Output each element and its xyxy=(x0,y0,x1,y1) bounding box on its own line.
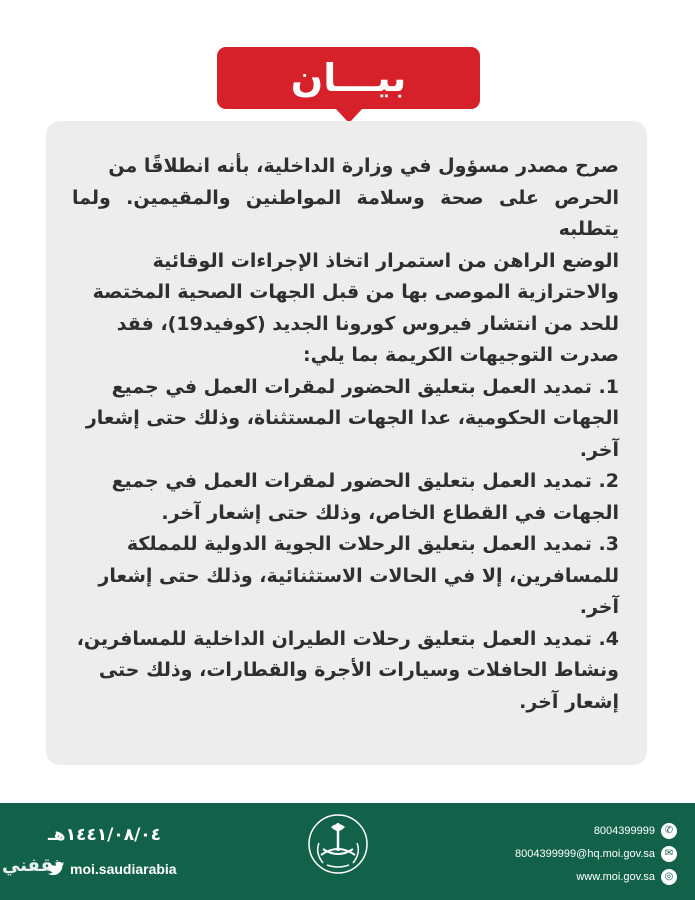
statement-line: 3. تمديد العمل بتعليق الرحلات الجوية الدولية للمملكة xyxy=(126,533,619,555)
statement-line: إشعار آخر. xyxy=(519,690,619,713)
email-contact[interactable] xyxy=(515,846,677,862)
statement-line: آخر. xyxy=(579,438,619,461)
phone-number: 8004399999 xyxy=(593,825,655,837)
statement-card xyxy=(46,121,647,765)
statement-line: الجهات في القطاع الخاص، وذلك حتى إشعار آخر. xyxy=(161,501,619,524)
phone-contact[interactable] xyxy=(594,823,677,839)
statement-line: للحد من انتشار فيروس كورونا الجديد (كوفيد19)، فقد xyxy=(116,312,619,335)
social-handle[interactable]: moi.saudiarabia xyxy=(70,861,177,877)
website-url: www.moi.gov.sa xyxy=(576,871,655,883)
ministry-emblem-icon xyxy=(307,813,369,875)
globe-icon: ◎ xyxy=(661,869,677,885)
statement-line: ونشاط الحافلات وسيارات الأجرة والقطارات، وذلك حتى xyxy=(98,659,619,681)
page-title: بيـــان xyxy=(290,56,407,100)
statement-line: والاحترازية الموصى بها من قبل الجهات الصحية المختصة xyxy=(92,281,619,303)
statement-line: 4. تمديد العمل بتعليق رحلات الطيران الداخلية للمسافرين، xyxy=(76,627,619,650)
statement-line: صدرت التوجيهات الكريمة بما يلي: xyxy=(303,344,619,366)
statement-line: صرح مصدر مسؤول في وزارة الداخلية، بأنه انطلاقًا من xyxy=(108,155,619,177)
statement-line: الحرص على صحة وسلامة المواطنين والمقيمين. ولما يتطلبه xyxy=(72,186,619,240)
mail-icon: ✉ xyxy=(661,846,677,862)
statement-body xyxy=(72,151,619,718)
statement-line: للمسافرين، إلا في الحالات الاستثنائية، وذلك حتى إشعار xyxy=(98,564,619,587)
statement-line: الجهات الحكومية، عدا الجهات المستثناة، وذلك حتى إشعار xyxy=(85,407,619,429)
phone-icon: ✆ xyxy=(661,823,677,839)
website-contact[interactable] xyxy=(576,869,677,885)
statement-title-badge xyxy=(217,47,480,109)
statement-line: آخر. xyxy=(579,596,619,618)
statement-line: الوضع الراهن من استمرار اتخاذ الإجراءات الوقائية xyxy=(152,249,619,272)
watermark: ثقفني xyxy=(2,855,61,876)
statement-line: 1. تمديد العمل بتعليق الحضور لمقرات العمل في جميع xyxy=(111,375,619,398)
footer xyxy=(0,803,695,900)
statement-line: 2. تمديد العمل بتعليق الحضور لمقرات العمل في جميع xyxy=(111,470,619,492)
hijri-date: ١٤٤١/٠٨/٠٤هـ xyxy=(48,825,162,845)
email-address: 8004399999@hq.moi.gov.sa xyxy=(514,848,655,860)
